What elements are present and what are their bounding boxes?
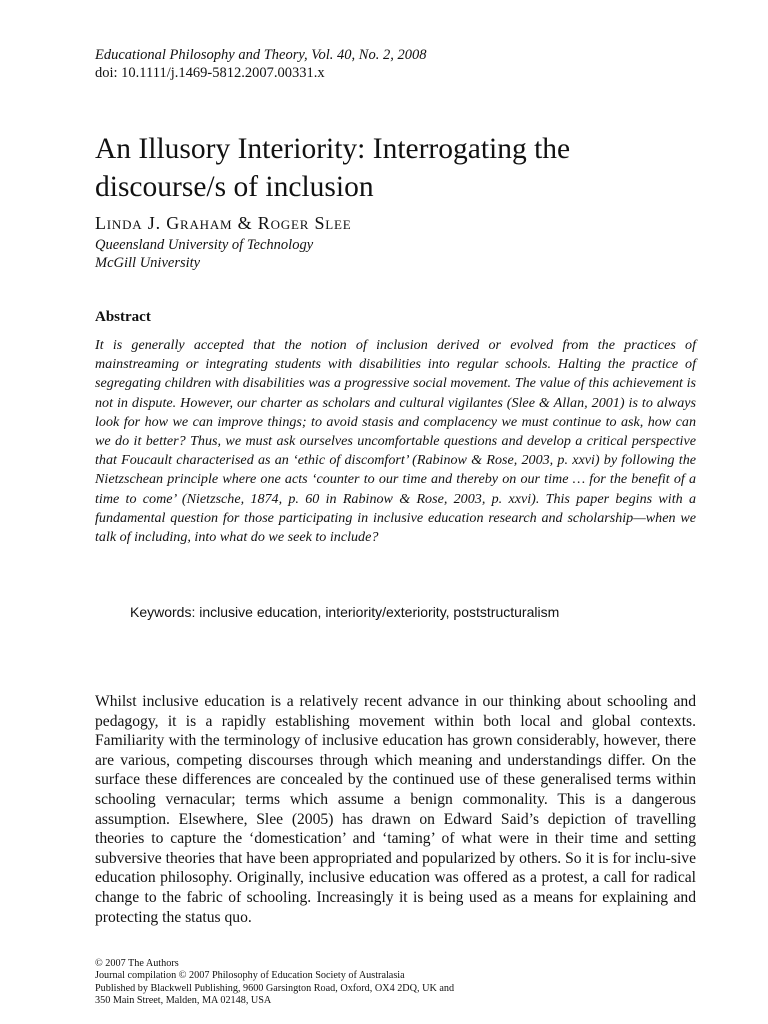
article-title: An Illusory Interiority: Interrogating the discourse/s of inclusion xyxy=(95,133,571,203)
body-paragraph: Whilst inclusive education is a relatively recent advance in our thinking about schooling and pedagogy, it is a rapidly establishing movement within both local and global contexts. Familiarity with the terminology of inclusive education has grown considerably, however, there are various, competing discourses through which meaning and understandings differ. On the surface these differences are concealed by the continued use of these generalised terms within schooling vernacular; terms which assume a benign commonality. This is a dangerous assumption. Elsewhere, Slee (2005) has drawn on Edward Said’s depiction of travelling theories to capture the ‘domestication’ and ‘taming’ of what were in their time and setting subversive theories that have been appropriated and popularized by others. So it is for inclu-sive education philosophy. Originally, inclusive education was offered as a protest, a call for radical change to the fabric of schooling. Increasingly it is being used as a means for explaining and protecting the status quo. xyxy=(95,693,696,926)
footer-line: Published by Blackwell Publishing, 9600 Garsington Road, Oxford, OX4 2DQ, UK and xyxy=(95,982,455,994)
abstract-heading: Abstract xyxy=(95,309,151,325)
author-affiliations xyxy=(95,236,313,272)
footer-line: Journal compilation © 2007 Philosophy of Education Society of Australasia xyxy=(95,970,405,982)
affiliation-line: McGill University xyxy=(95,255,201,271)
article-page xyxy=(95,0,696,1024)
journal-citation: Educational Philosophy and Theory, Vol. 40, No. 2, 2008 xyxy=(95,47,427,63)
footer-line: © 2007 The Authors xyxy=(95,958,179,969)
abstract-text: It is generally accepted that the notion of inclusion derived or evolved from the practices of mainstreaming or integrating students with disabilities into regular schools. Halting the practice of segregating children with disabilities was a progressive social movement. The value of this achievement is not in dispute. However, our charter as scholars and cultural vigilantes (Slee & Allan, 2001) is to always look for how we can improve things; to avoid stasis and complacency we must continue to ask, how can we do it better? Thus, we must ask ourselves uncomfortable questions and develop a critical perspective that Foucault characterised as an ‘ethic of discomfort’ (Rabinow & Rose, 2003, p. xxvi) by following the Nietzschean principle where one acts ‘counter to our time and thereby on our time … for the benefit of a time to come’ (Nietzsche, 1874, p. 60 in Rabinow & Rose, 2003, p. xxvi). This paper begins with a fundamental question for those participating in inclusive education research and scholarship—when we talk of including, into what do we seek to include? xyxy=(95,337,696,546)
footer-line: 350 Main Street, Malden, MA 02148, USA xyxy=(95,994,272,1006)
affiliation-line: Queensland University of Technology xyxy=(95,237,314,253)
keywords-line: Keywords: inclusive education, interiority/exteriority, poststructuralism xyxy=(130,604,560,620)
doi-text: doi: 10.1111/j.1469-5812.2007.00331.x xyxy=(95,65,325,81)
copyright-footer xyxy=(95,958,454,1007)
journal-header xyxy=(95,46,426,82)
author-names: Linda J. Graham & Roger Slee xyxy=(95,213,352,233)
